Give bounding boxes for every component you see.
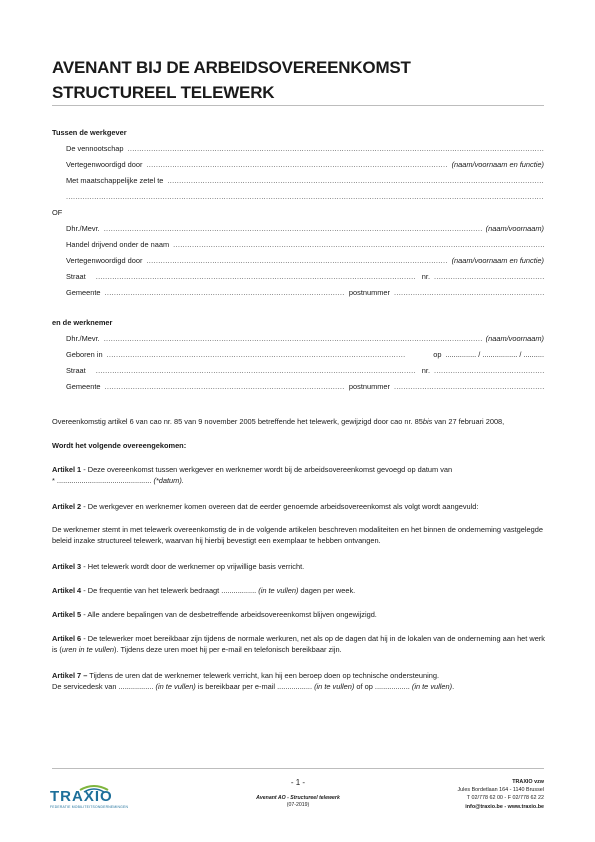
individual-represented-hint: (naam/voornaam en functie) bbox=[451, 256, 544, 265]
street-label: Straat bbox=[66, 272, 86, 281]
office-fill[interactable] bbox=[167, 176, 544, 185]
individual-name-label: Dhr./Mevr. bbox=[66, 224, 100, 233]
article-2 bbox=[52, 501, 547, 512]
preamble-paragraph bbox=[52, 416, 547, 427]
article-4-text-end: dagen per week. bbox=[298, 586, 356, 595]
employee-nr-label: nr. bbox=[421, 366, 430, 375]
office-fill-2[interactable] bbox=[66, 192, 544, 201]
article-1 bbox=[52, 464, 547, 486]
individual-represented-row bbox=[66, 256, 544, 265]
title-line-1: AVENANT BIJ DE ARBEIDSOVEREENKOMST bbox=[52, 58, 411, 77]
employer-office-row-2 bbox=[66, 192, 544, 201]
postcode-label: postnummer bbox=[348, 288, 390, 297]
footer-org: TRAXIO vzw bbox=[512, 779, 544, 785]
individual-name-hint: (naam/voornaam) bbox=[485, 224, 544, 233]
article-2-label: Artikel 2 bbox=[52, 502, 82, 511]
office-label: Met maatschappelijke zetel te bbox=[66, 176, 164, 185]
logo-tagline: FEDERATIE MOBILITEITSONDERNEMINGEN bbox=[50, 805, 129, 809]
article-7-fill-hint-3: (in te vullen) bbox=[411, 682, 453, 691]
individual-municipality-row bbox=[66, 288, 544, 297]
title-divider bbox=[52, 105, 544, 106]
employee-municipality-fill[interactable] bbox=[105, 382, 345, 391]
trade-name-fill[interactable] bbox=[173, 240, 544, 249]
employee-heading: en de werknemer bbox=[52, 318, 113, 327]
employee-street-row bbox=[66, 366, 544, 375]
employee-name-fill[interactable] bbox=[104, 334, 482, 343]
company-fill[interactable] bbox=[128, 144, 544, 153]
article-4-text[interactable]: - De frequentie van het telewerk bedraagt ................. bbox=[81, 586, 259, 595]
footer-document-info bbox=[240, 795, 356, 809]
article-6-text-end: ). Tijdens deze uren moet hij per e-mail en telefonisch bereikbaar zijn. bbox=[114, 645, 342, 654]
individual-street-row bbox=[66, 272, 544, 281]
agreed-heading: Wordt het volgende overeengekomen: bbox=[52, 441, 187, 450]
born-fill[interactable] bbox=[107, 350, 406, 359]
footer-divider bbox=[52, 768, 544, 769]
article-2-text: - De werkgever en werknemer komen overeen dat de eerder genoemde arbeidsovereenkomst als volgt wordt aangevuld: bbox=[81, 502, 479, 511]
article-7-phone[interactable]: of op ................. bbox=[354, 682, 412, 691]
article-4-label: Artikel 4 bbox=[52, 586, 82, 595]
postcode-fill[interactable] bbox=[394, 288, 544, 297]
individual-represented-label: Vertegenwoordigd door bbox=[66, 256, 143, 265]
article-7 bbox=[52, 670, 547, 692]
article-7-servicedesk[interactable]: De servicedesk van ................. bbox=[52, 682, 156, 691]
birth-date-fill[interactable]: ............... / ................. / .......... bbox=[445, 350, 544, 359]
footer-doc-code: (07-2019) bbox=[286, 802, 310, 808]
article-7-fill-hint-2: (in te vullen) bbox=[314, 682, 355, 691]
employee-municipality-row bbox=[66, 382, 544, 391]
title-line-2: STRUCTUREEL TELEWERK bbox=[52, 83, 275, 102]
article-7-fill-hint-1: (in te vullen) bbox=[155, 682, 196, 691]
article-6-fill-hint[interactable]: uren in te vullen bbox=[61, 645, 115, 654]
represented-label: Vertegenwoordigd door bbox=[66, 160, 143, 169]
employee-municipality-label: Gemeente bbox=[66, 382, 101, 391]
article-3 bbox=[52, 561, 547, 572]
company-label: De vennootschap bbox=[66, 144, 124, 153]
individual-represented-fill[interactable] bbox=[146, 256, 447, 265]
article-4-fill-hint: (in te vullen) bbox=[258, 586, 299, 595]
footer-address: Jules Bordetlaan 164 - 1140 Brussel bbox=[457, 787, 544, 794]
trade-name-row bbox=[66, 240, 544, 249]
employee-street-label: Straat bbox=[66, 366, 86, 375]
trade-name-label: Handel drijvend onder de naam bbox=[66, 240, 170, 249]
article-1-date-hint: (*datum). bbox=[151, 476, 184, 485]
logo-wordmark: TRAXIO bbox=[50, 788, 113, 805]
represented-fill[interactable] bbox=[146, 160, 447, 169]
or-separator: OF bbox=[52, 208, 63, 217]
employer-office-row bbox=[66, 176, 544, 185]
nr-fill[interactable] bbox=[434, 272, 544, 281]
employee-name-label: Dhr./Mevr. bbox=[66, 334, 100, 343]
born-label: Geboren in bbox=[66, 350, 103, 359]
on-label: op bbox=[433, 350, 442, 359]
footer-contact-block bbox=[394, 778, 544, 811]
page-number: - 1 - bbox=[290, 778, 306, 787]
employee-nr-fill[interactable] bbox=[434, 366, 544, 375]
article-7-label: Artikel 7 – bbox=[52, 671, 88, 680]
article-1-text: - Deze overeenkomst tussen werkgever en werknemer wordt bij de arbeidsovereenkomst gevoegd op datum van bbox=[81, 465, 453, 474]
article-4 bbox=[52, 585, 547, 596]
represented-hint: (naam/voornaam en functie) bbox=[451, 160, 544, 169]
document-title bbox=[52, 55, 552, 105]
article-5-label: Artikel 5 bbox=[52, 610, 82, 619]
municipality-fill[interactable] bbox=[105, 288, 345, 297]
employee-birth-row bbox=[66, 350, 544, 359]
individual-name-fill[interactable] bbox=[104, 224, 482, 233]
article-3-label: Artikel 3 bbox=[52, 562, 82, 571]
employer-company-row bbox=[66, 144, 544, 153]
article-7-text: Tijdens de uren dat de werknemer telewerk verricht, kan hij een beroep doen op technische ondersteuning. bbox=[87, 671, 440, 680]
municipality-label: Gemeente bbox=[66, 288, 101, 297]
employer-represented-row bbox=[66, 160, 544, 169]
employer-heading: Tussen de werkgever bbox=[52, 128, 127, 137]
article-5-text: - Alle andere bepalingen van de desbetreffende arbeidsovereenkomst blijven ongewijzigd. bbox=[81, 610, 377, 619]
preamble-bis: bis bbox=[422, 417, 433, 426]
employee-postcode-label: postnummer bbox=[348, 382, 390, 391]
article-7-end: . bbox=[452, 682, 455, 691]
article-6-label: Artikel 6 bbox=[52, 634, 82, 643]
footer-doc-title: Avenant AO - Structureel telewerk bbox=[256, 795, 340, 801]
article-5 bbox=[52, 609, 547, 620]
footer-phone: T 02/778 62 00 - F 02/778 62 22 bbox=[466, 795, 544, 802]
employee-street-fill[interactable] bbox=[96, 366, 416, 375]
employee-postcode-fill[interactable] bbox=[394, 382, 544, 391]
street-fill[interactable] bbox=[96, 272, 416, 281]
article-3-text: - Het telewerk wordt door de werknemer op vrijwillige basis verricht. bbox=[81, 562, 305, 571]
preamble-text: Overeenkomstig artikel 6 van cao nr. 85 van 9 november 2005 betreffende het telewerk, gewijzigd door cao nr. 85 bbox=[52, 417, 423, 426]
article-1-date-fill[interactable]: * .............................................. bbox=[52, 476, 152, 485]
nr-label: nr. bbox=[421, 272, 430, 281]
article-1-label: Artikel 1 bbox=[52, 465, 82, 474]
article-6 bbox=[52, 633, 547, 655]
article-6-text: - De telewerker moet bereikbaar zijn tijdens de normale werkuren, net als op de dagen dat hij in de lokalen van de onderneming aan het werk is ( bbox=[52, 634, 545, 654]
article-7-email[interactable]: is bereikbaar per e-mail ................. bbox=[195, 682, 315, 691]
individual-name-row bbox=[66, 224, 544, 233]
article-2-paragraph: De werknemer stemt in met telewerk overeenkomstig de in de volgende artikelen beschreven modaliteiten en het binnen de onderneming vastgelegde beleid inzake structureel telewerk, waarvan hij hierbij bevestigt een exemplaar te hebben ontvangen. bbox=[52, 525, 543, 545]
footer-contact[interactable]: info@traxio.be - www.traxio.be bbox=[465, 803, 544, 810]
employee-name-row bbox=[66, 334, 544, 343]
employee-name-hint: (naam/voornaam) bbox=[485, 334, 544, 343]
preamble-text-end: van 27 februari 2008, bbox=[432, 417, 505, 426]
